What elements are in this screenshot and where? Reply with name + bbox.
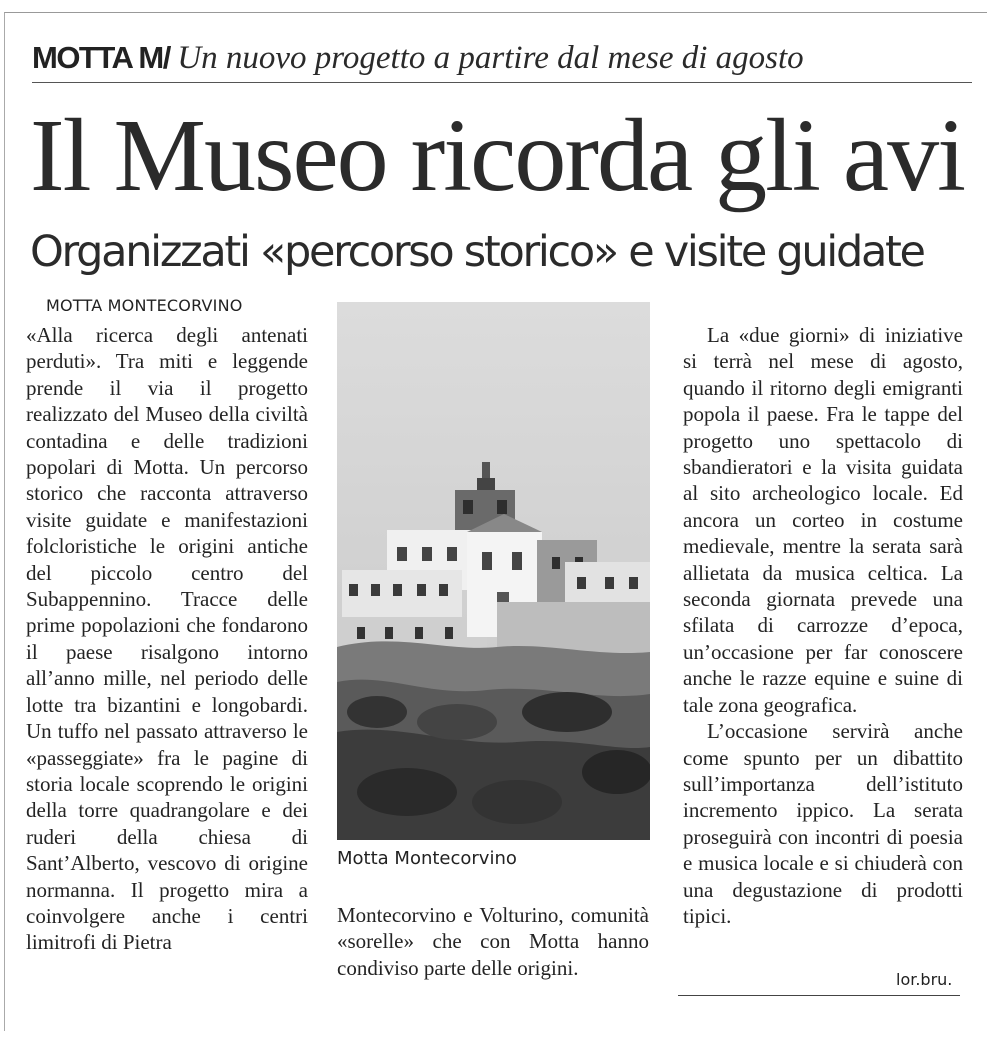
- column-3-paragraph-2: L’occasione servirà anche come spunto per un dibattito sull’importanza dell’istituto incremento ippico. La serata proseguirà con incontri di poesia e musica locale e si chiuderà con una degustazione di prodotti tipici.: [683, 719, 963, 928]
- article-column-2: Montecorvino e Volturino, comunità «sorelle» che con Motta hanno condiviso parte delle origini.: [337, 903, 649, 980]
- kicker-subtitle: Un nuovo progetto a partire dal mese di agosto: [177, 40, 804, 76]
- village-photo: [337, 302, 650, 840]
- kicker-line: [32, 38, 972, 83]
- subheadline: Organizzati «percorso storico» e visite guidate: [30, 227, 924, 277]
- article-column-3: [683, 322, 963, 929]
- column-3-paragraph-1: La «due giorni» di iniziative si terrà nel mese di agosto, quando il ritorno degli emigranti popola il paese. Fra le tappe del progetto uno spettacolo di sbandieratori e la visita guidata al sito archeologico locale. Ed ancora un corteo in costume medievale, mentre la serata sarà allietata da musica celtica. La seconda giornata prevede una sfilata di carrozze d’epoca, un’occasione per far conoscere anche le razze equine e suine di tale zona geografica.: [683, 323, 963, 717]
- dateline: MOTTA MONTECORVINO: [46, 296, 243, 315]
- kicker-tag: MOTTA M: [32, 40, 163, 75]
- kicker-slash: /: [162, 40, 172, 75]
- article-column-1: «Alla ricerca degli antenati perduti». Tra miti e leggende prende il via il progetto realizzato del Museo della civiltà contadina e delle tradizioni popolari di Motta. Un percorso storico che racconta attraverso visite guidate e manifestazioni folcloristiche le origini antiche del piccolo centro del Subappennino. Tracce delle prime popolazioni che fondarono il paese risalgono intorno all’anno mille, nel periodo delle lotte tra bizantini e longobardi. Un tuffo nel passato attraverso le «passeggiate» fra le pagine di storia locale scoprendo le origini della torre quadrangolare e dei ruderi della chiesa di Sant’Alberto, vescovo di origine normanna. Il progetto mira a coinvolgere anche i centri limitrofi di Pietra: [26, 323, 308, 955]
- headline: Il Museo ricorda gli avi: [30, 98, 964, 213]
- photo-caption: Motta Montecorvino: [337, 848, 517, 869]
- byline: lor.bru.: [896, 970, 953, 989]
- byline-rule: [678, 995, 960, 996]
